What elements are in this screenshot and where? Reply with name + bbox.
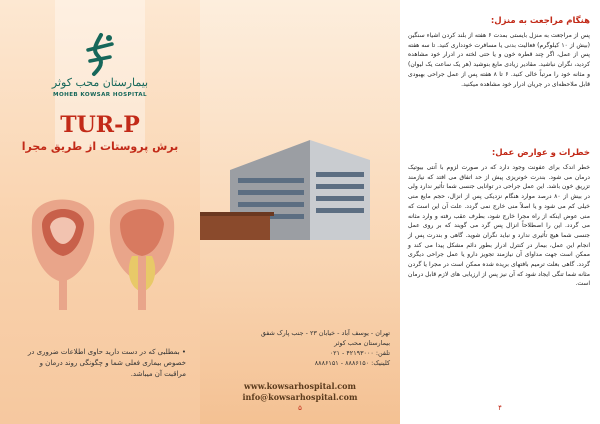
brochure-subtitle: برش پروستات از طریق مجرا (21, 140, 179, 153)
contact-panel (200, 0, 400, 424)
website-link[interactable]: www.kowsarhospital.com (244, 381, 356, 391)
section-text-home-care: پس از مراجعت به منزل بایستی بمدت ۶ هفته از بلند کردن اشیاء سنگین (بیش از ۱۰ کیلوگرم) فعالیت بدنی یا مسافرت خودداری کنید. تا سه هفته پس از عمل، اگر چند قطره خون و یا حتی لخته در ادرار خود مشاهده کردید، نگران نباشید. مقادیر زیادی مایع بنوشید (هر یک ساعت یک لیوان) و مثانه خود را مرتباً خالی کنید. ۶ تا ۸ هفته پس از عمل جراحی بهبودی قابل ملاحظه‌ای در جریان ادرار خود مشاهده میکنید. (408, 32, 591, 88)
web-contact (200, 381, 400, 403)
section-title-risks: خطرات و عوارض عمل: (491, 148, 590, 158)
hospital-building-image (200, 100, 400, 240)
email-link[interactable]: info@kowsarhospital.com (242, 392, 358, 402)
page-number: ۴ (498, 404, 502, 412)
contact-info (212, 328, 390, 368)
logo-english-text: MOHEB KOWSAR HOSPITAL (53, 92, 147, 98)
text-panel (400, 0, 600, 424)
brochure-title: TUR-P (60, 112, 140, 138)
patient-info-note: • بمطلبی که در دست دارید حاوی اطلاعات ضروری در خصوص بیماری فعلی شما و چگونگی روند درمان و مراقبت آن میباشد. (27, 348, 186, 378)
prostate-illustration (22, 182, 182, 312)
page-number: ۵ (298, 404, 302, 412)
section-title-home-care: هنگام مراجعت به منزل: (490, 16, 590, 26)
clinic-phone-text: کلینیک: ۸۸۸۶۱۵۰ - ۸۸۸۶۱۵۱ (314, 359, 390, 367)
phone-text: تلفن: ۴۲۱۹۳۰۰۰ - ۰۲۱ (329, 349, 390, 357)
logo-persian-text: بیمارستان محب کوثر (51, 76, 149, 89)
hospital-logo-icon (76, 30, 126, 80)
section-text-risks: خطر اندک برای عفونت وجود دارد که در صورت لزوم با آنتی بیوتیک درمان می شود. بندرت خونریزی پیش از حد اتفاق می افتد که نیازمند تزریق خون باشد. این عمل جراحی در توانایی جنسی شما تأثیر ندارد ولی در بیش از ۸۰ درصد موارد هنگام نزدیکی پس از انزال، حجم مایع منی خیلی کم می شود و یا اصلاً منی خارج نمی گردد. علت آن این است که منی عوض اینکه از راه مجرا خارج شود، بطرف عقب رفته و وارد مثانه می گردد. این را اصطلاحاً انزال پس گرد می گویند که بر روی عمل جنسی شما هیچ تأثیری ندارد و نباید نگران شوید. گاهی و بندرت پس از انجام این عمل، بیمار در کنترل ادرار بطور دائم مشکل پیدا می کند و ممکن است جهت مداوای آن نیازمند تجویز دارو یا عمل جراحی دیگری گردد. گاهی بعلت ترمیم بافتهای بریده شده ممکن است در مجرا یا گردن مثانه شما تنگی ایجاد شود که آن نیز پس از ارزیابی های لازم قابل درمان است. (408, 164, 591, 288)
hospital-name-text: بیمارستان محب کوثر (334, 339, 390, 347)
cover-panel (0, 0, 200, 424)
address-text: تهران - یوسف آباد - خیابان ۲۳ - جنب پارک شفق (260, 329, 390, 337)
